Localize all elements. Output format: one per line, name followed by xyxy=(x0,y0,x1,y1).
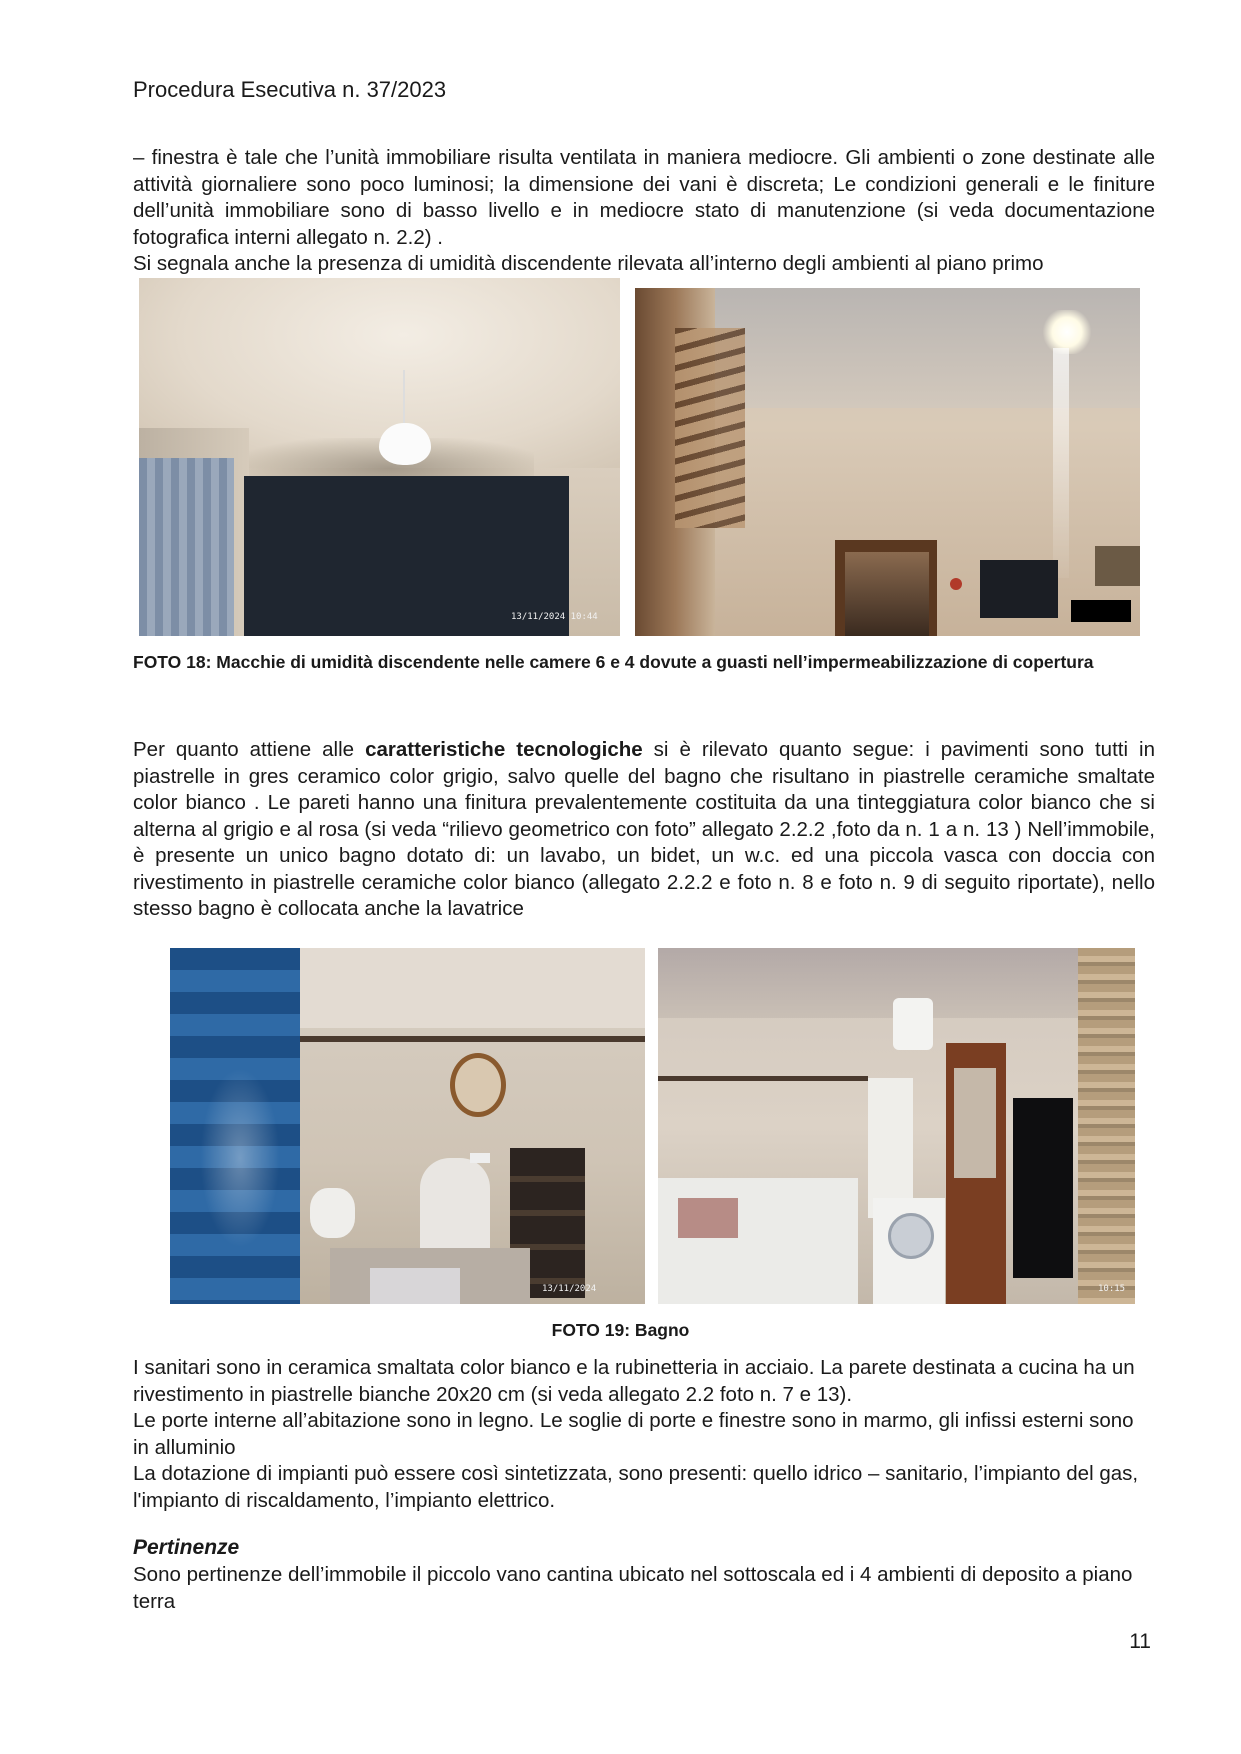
pertinenze-heading: Pertinenze xyxy=(133,1536,240,1559)
tech-text-post: si è rilevato quanto segue: i pavimenti sono tutti in piastrelle in gres ceramico color grigio, salvo quelle del bagno che risultano in piastrelle ceramiche smaltate color bianco . Le pareti hanno una finitura prevalentemente costituita da una tinteggiatura color bianco che si alterna al grigio e al rosa (si veda “rilievo geometrico con foto” allegato 2.2.2 ,foto da n. 1 a n. 13 ) Nell’immobile, è presente un unico bagno dotato di: un lavabo, un bidet, un w.c. ed una piccola vasca con doccia con rivestimento in piastrelle ceramiche color bianco (allegato 2.2.2 e foto n. 8 e foto n. 9 di seguito riportate), nello stesso bagno è collocata anche la lavatrice xyxy=(133,738,1155,920)
finishes-line-2: Le porte interne all’abitazione sono in legno. Le soglie di porte e finestre sono in marmo, gli infissi esterni sono in alluminio xyxy=(133,1409,1134,1459)
page-header: Procedura Esecutiva n. 37/2023 xyxy=(133,77,447,102)
tech-text-pre: Per quanto attiene alle xyxy=(133,738,366,761)
photo-18-right xyxy=(635,288,1140,636)
tech-paragraph xyxy=(133,737,1155,923)
pertinenze-title xyxy=(133,1536,239,1560)
finishes-text xyxy=(133,1355,1155,1514)
photo-19-left xyxy=(170,948,645,1304)
finishes-line-3: La dotazione di impianti può essere così sintetizzata, sono presenti: quello idrico – sanitario, l’impianto del gas, l'impianto di riscaldamento, l’impianto elettrico. xyxy=(133,1462,1139,1512)
photo-19-left-timestamp: 13/11/2024 xyxy=(542,1284,597,1294)
pertinenze-text: Sono pertinenze dell’immobile il piccolo vano cantina ubicato nel sottoscala ed i 4 ambienti di deposito a piano terra xyxy=(133,1563,1133,1613)
photo-19-right xyxy=(658,948,1135,1304)
photo-19-right-timestamp: 10:15 xyxy=(1098,1284,1126,1294)
intro-paragraph: – finestra è tale che l’unità immobiliare risulta ventilata in maniera mediocre. Gli ambienti o zone destinate alle attività giornaliere sono poco luminosi; la dimensione dei vani è discreta; Le condizioni generali e le finiture dell’unità immobiliare sono di basso livello e in mediocre stato di manutenzione (si veda documentazione fotografica interni allegato n. 2.2) . xyxy=(133,146,1155,249)
photo-18-caption: FOTO 18: Macchie di umidità discendente nelle camere 6 e 4 dovute a guasti nell’impermeabilizzazione di copertura xyxy=(133,652,1094,672)
photo-18-left-timestamp: 13/11/2024 10:44 xyxy=(511,612,598,622)
page-number: 11 xyxy=(1129,1630,1151,1653)
finishes-line-1: I sanitari sono in ceramica smaltata color bianco e la rubinetteria in acciaio. La parete destinata a cucina ha un rivestimento in piastrelle bianche 20x20 cm (si veda allegato 2.2 foto n. 7 e 13). xyxy=(133,1356,1135,1406)
photo-18-left xyxy=(139,278,620,636)
tech-text-bold: caratteristiche tecnologiche xyxy=(365,738,643,761)
humidity-note: Si segnala anche la presenza di umidità discendente rilevata all’interno degli ambienti al piano primo xyxy=(133,252,1044,275)
intro-text xyxy=(133,145,1155,278)
photo-19-caption: FOTO 19: Bagno xyxy=(551,1320,690,1340)
